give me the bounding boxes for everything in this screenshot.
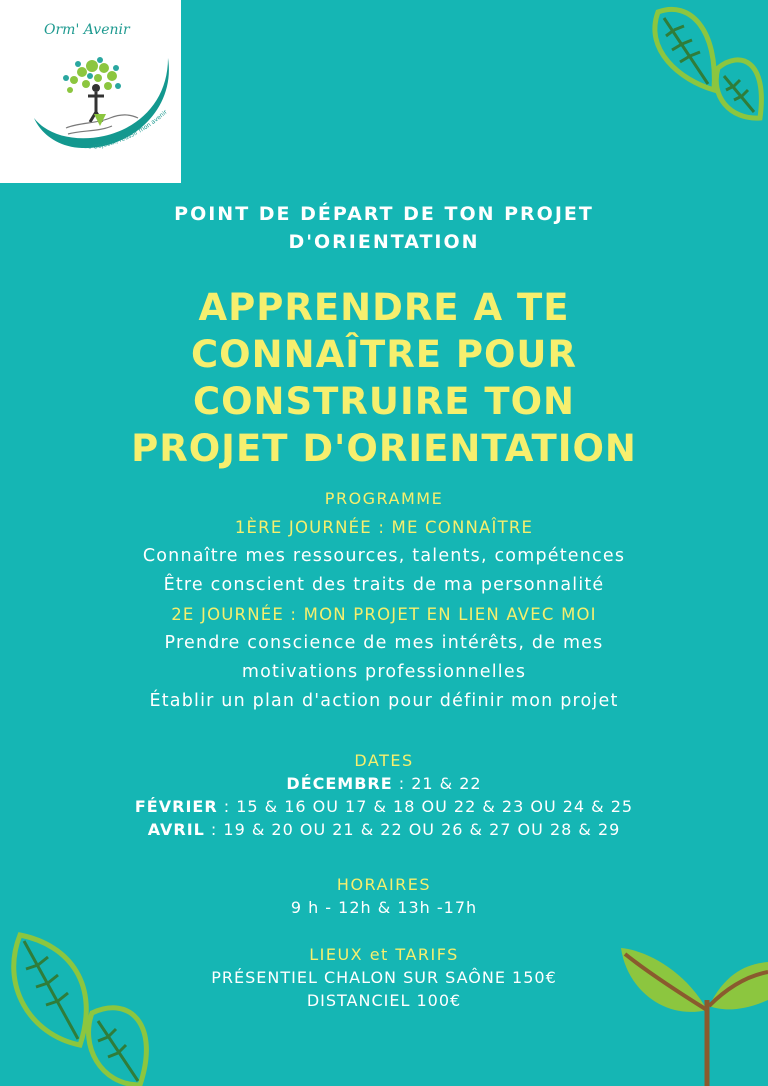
subtitle bbox=[0, 200, 768, 256]
lieux-section bbox=[0, 944, 768, 1012]
horaires-section bbox=[0, 874, 768, 919]
headline-line: CONSTRUIRE TON bbox=[192, 380, 576, 423]
dates-values: : 15 & 16 OU 17 & 18 OU 22 & 23 OU 24 & 25 bbox=[217, 797, 634, 816]
day1-title: 1ÈRE JOURNÉE : ME CONNAÎTRE bbox=[234, 518, 534, 537]
dates-values: : 21 & 22 bbox=[392, 774, 482, 793]
headline-line: CONNAÎTRE POUR bbox=[191, 333, 577, 376]
dates-row bbox=[0, 818, 768, 841]
subtitle-line: POINT DE DÉPART DE TON PROJET bbox=[174, 203, 594, 225]
logo bbox=[0, 0, 181, 183]
day2-title: 2E JOURNÉE : MON PROJET EN LIEN AVEC MOI bbox=[171, 605, 597, 624]
dates-month: FÉVRIER bbox=[134, 797, 218, 816]
leaf-cluster-icon bbox=[640, 0, 768, 130]
programme-title: PROGRAMME bbox=[324, 489, 444, 508]
dates-row bbox=[0, 795, 768, 818]
subtitle-line: D'ORIENTATION bbox=[288, 231, 480, 253]
day2-item: motivations professionnelles bbox=[241, 662, 527, 682]
dates-values: : 19 & 20 OU 21 & 22 OU 26 & 27 OU 28 & 29 bbox=[204, 820, 621, 839]
dates-row bbox=[0, 772, 768, 795]
dates-title: DATES bbox=[354, 751, 414, 770]
headline-line: PROJET D'ORIENTATION bbox=[131, 427, 637, 470]
day2-item: Établir un plan d'action pour définir mon projet bbox=[149, 691, 619, 711]
lieux-line: DISTANCIEL 100€ bbox=[306, 991, 462, 1010]
day2-item: Prendre conscience de mes intérêts, de mes bbox=[164, 633, 604, 653]
lieux-line: PRÉSENTIEL CHALON SUR SAÔNE 150€ bbox=[211, 968, 557, 987]
lieux-title: LIEUX et TARIFS bbox=[309, 945, 459, 964]
headline-line: APPRENDRE A TE bbox=[198, 286, 570, 329]
headline bbox=[0, 284, 768, 472]
day1-item: Être conscient des traits de ma personnalité bbox=[163, 575, 605, 595]
dates-month: AVRIL bbox=[147, 820, 205, 839]
dates-month: DÉCEMBRE bbox=[286, 774, 393, 793]
logo-tagline: « Objectif, réussir mon avenir bbox=[87, 108, 169, 152]
dates-section bbox=[0, 750, 768, 841]
programme-section bbox=[0, 484, 768, 716]
horaires-value: 9 h - 12h & 13h -17h bbox=[290, 898, 478, 917]
horaires-title: HORAIRES bbox=[336, 875, 432, 894]
day1-item: Connaître mes ressources, talents, compétences bbox=[142, 546, 626, 566]
logo-name: Orm' Avenir bbox=[44, 22, 130, 38]
